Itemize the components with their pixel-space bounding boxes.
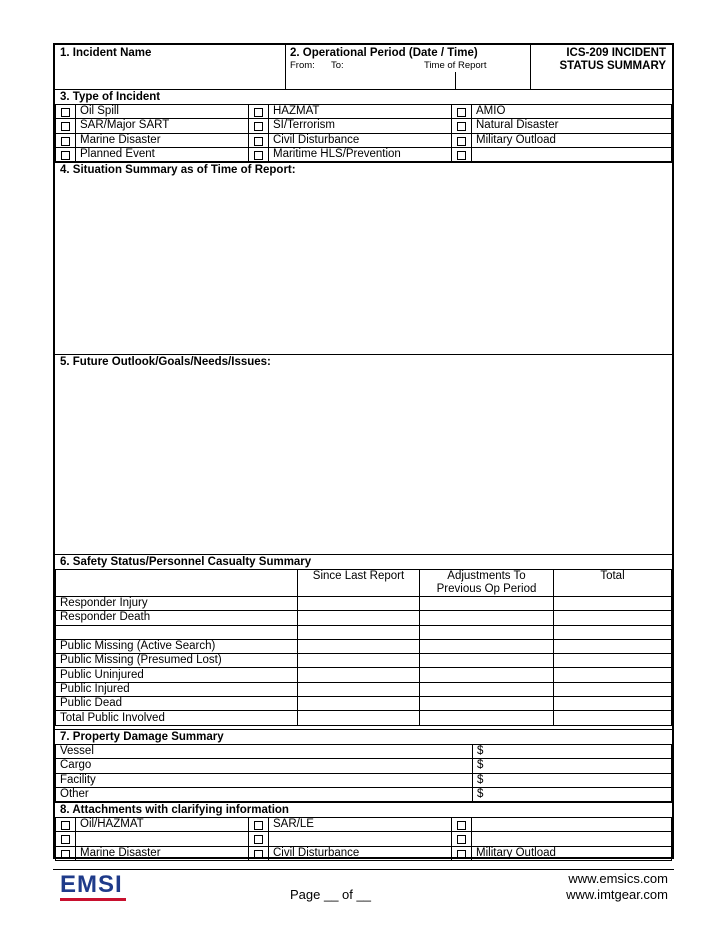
attachment-row <box>56 832 672 846</box>
url-imtgear[interactable]: www.imtgear.com <box>566 887 668 902</box>
checkbox-cell <box>56 818 76 832</box>
time-divider <box>455 72 456 89</box>
incident-type-label: Civil Disturbance <box>269 133 452 147</box>
checkbox-cell <box>452 147 472 161</box>
total-cell[interactable] <box>554 625 672 639</box>
footer-rule <box>53 869 674 870</box>
emsi-logo <box>60 873 126 901</box>
situation-summary-label: 4. Situation Summary as of Time of Report: <box>60 164 296 176</box>
checkbox-cell <box>56 846 76 860</box>
col-adjustments-line2: Previous Op Period <box>436 583 537 595</box>
property-amount-cell[interactable]: $ <box>473 759 672 773</box>
incident-type-checkbox[interactable] <box>457 137 466 146</box>
attachment-label <box>472 818 672 832</box>
future-outlook-section[interactable] <box>55 354 672 554</box>
attachment-label: Marine Disaster <box>76 846 249 860</box>
property-row-label: Other <box>56 787 473 801</box>
attachment-label: Civil Disturbance <box>269 846 452 860</box>
attachments-table <box>55 817 672 861</box>
since-last-report-cell[interactable] <box>298 597 420 611</box>
type-of-incident-section <box>55 89 672 162</box>
total-cell[interactable] <box>554 711 672 725</box>
since-last-report-cell[interactable] <box>298 682 420 696</box>
incident-type-checkbox[interactable] <box>61 122 70 131</box>
attachments-label: 8. Attachments with clarifying information <box>60 804 289 816</box>
attachment-label <box>472 832 672 846</box>
safety-header-row <box>56 570 672 597</box>
form-title-line1: ICS-209 INCIDENT <box>566 47 666 59</box>
time-of-report-label: Time of Report <box>424 60 487 71</box>
checkbox-cell <box>249 119 269 133</box>
to-label: To: <box>331 60 344 71</box>
property-row-label: Vessel <box>56 745 473 759</box>
adjustments-cell[interactable] <box>420 711 554 725</box>
incident-type-checkbox[interactable] <box>457 122 466 131</box>
safety-row-label: Responder Injury <box>56 597 298 611</box>
checkbox-cell <box>56 133 76 147</box>
footer-urls <box>566 871 668 903</box>
incident-type-checkbox[interactable] <box>254 137 263 146</box>
incident-type-label: HAZMAT <box>269 105 452 119</box>
attachment-label: Military Outload <box>472 846 672 860</box>
emsi-logo-text: EMSI <box>60 871 123 898</box>
safety-row <box>56 625 672 639</box>
safety-row <box>56 597 672 611</box>
col-since-last-report: Since Last Report <box>298 570 420 597</box>
property-row <box>56 773 672 787</box>
property-amount-cell[interactable]: $ <box>473 745 672 759</box>
checkbox-cell <box>452 133 472 147</box>
property-row-label: Cargo <box>56 759 473 773</box>
safety-row <box>56 697 672 711</box>
type-of-incident-label: 3. Type of Incident <box>60 91 161 103</box>
incident-name-field[interactable] <box>55 45 286 89</box>
incident-type-label: Natural Disaster <box>472 119 672 133</box>
attachment-checkbox[interactable] <box>457 835 466 844</box>
checkbox-cell <box>452 105 472 119</box>
since-last-report-cell[interactable] <box>298 625 420 639</box>
total-cell[interactable] <box>554 697 672 711</box>
attachments-section <box>55 802 672 859</box>
incident-type-label: Military Outload <box>472 133 672 147</box>
incident-type-label: Oil Spill <box>76 105 249 119</box>
safety-row <box>56 711 672 725</box>
since-last-report-cell[interactable] <box>298 611 420 625</box>
checkbox-cell <box>56 119 76 133</box>
total-cell[interactable] <box>554 611 672 625</box>
checkbox-cell <box>452 846 472 860</box>
checkbox-cell <box>452 818 472 832</box>
property-damage-section <box>55 729 672 802</box>
attachment-label <box>269 832 452 846</box>
property-amount-cell[interactable]: $ <box>473 773 672 787</box>
emsi-logo-underline <box>60 898 126 901</box>
header-section <box>55 45 672 89</box>
checkbox-cell <box>249 133 269 147</box>
total-cell[interactable] <box>554 682 672 696</box>
col-adjustments <box>420 570 554 597</box>
attachment-checkbox[interactable] <box>61 821 70 830</box>
incident-type-row <box>56 133 672 147</box>
incident-type-label: Planned Event <box>76 147 249 161</box>
safety-row-label <box>56 625 298 639</box>
incident-type-checkbox[interactable] <box>61 137 70 146</box>
safety-row-label: Public Missing (Presumed Lost) <box>56 654 298 668</box>
attachment-row <box>56 818 672 832</box>
form-title-line2: STATUS SUMMARY <box>559 60 666 72</box>
checkbox-cell <box>249 846 269 860</box>
attachment-checkbox[interactable] <box>457 821 466 830</box>
adjustments-cell[interactable] <box>420 654 554 668</box>
adjustments-cell[interactable] <box>420 682 554 696</box>
checkbox-cell <box>56 832 76 846</box>
incident-name-label: 1. Incident Name <box>60 47 152 59</box>
safety-row-label: Public Missing (Active Search) <box>56 639 298 653</box>
ics-209-form <box>53 43 674 859</box>
property-damage-label: 7. Property Damage Summary <box>60 731 224 743</box>
incident-type-checkbox[interactable] <box>457 108 466 117</box>
since-last-report-cell[interactable] <box>298 639 420 653</box>
incident-type-checkbox[interactable] <box>457 151 466 160</box>
checkbox-cell <box>249 832 269 846</box>
incident-type-row <box>56 119 672 133</box>
safety-row-label: Public Uninjured <box>56 668 298 682</box>
safety-row <box>56 682 672 696</box>
adjustments-cell[interactable] <box>420 668 554 682</box>
safety-status-table <box>55 569 672 726</box>
total-cell[interactable] <box>554 597 672 611</box>
safety-row <box>56 639 672 653</box>
safety-row-label: Public Injured <box>56 682 298 696</box>
attachment-checkbox[interactable] <box>254 821 263 830</box>
incident-type-label <box>472 147 672 161</box>
since-last-report-cell[interactable] <box>298 654 420 668</box>
operational-period-field[interactable] <box>285 45 531 89</box>
incident-type-checkbox[interactable] <box>61 151 70 160</box>
form-title <box>530 45 672 89</box>
col-adjustments-line1: Adjustments To <box>447 570 526 582</box>
incident-type-row <box>56 147 672 161</box>
op-period-label: 2. Operational Period (Date / Time) <box>290 47 478 59</box>
incident-type-label: Maritime HLS/Prevention <box>269 147 452 161</box>
attachment-label: SAR/LE <box>269 818 452 832</box>
attachment-checkbox[interactable] <box>254 850 263 859</box>
safety-status-label: 6. Safety Status/Personnel Casualty Summary <box>60 556 312 568</box>
checkbox-cell <box>249 818 269 832</box>
property-row-label: Facility <box>56 773 473 787</box>
attachment-checkbox[interactable] <box>61 850 70 859</box>
col-total: Total <box>554 570 672 597</box>
type-of-incident-table <box>55 104 672 162</box>
checkbox-cell <box>452 832 472 846</box>
since-last-report-cell[interactable] <box>298 668 420 682</box>
safety-row <box>56 654 672 668</box>
property-damage-table <box>55 744 672 802</box>
attachment-label <box>76 832 249 846</box>
property-row <box>56 787 672 801</box>
adjustments-cell[interactable] <box>420 625 554 639</box>
attachment-checkbox[interactable] <box>61 835 70 844</box>
total-cell[interactable] <box>554 639 672 653</box>
attachment-checkbox[interactable] <box>254 835 263 844</box>
total-cell[interactable] <box>554 654 672 668</box>
safety-row-label: Total Public Involved <box>56 711 298 725</box>
property-row <box>56 745 672 759</box>
safety-row <box>56 668 672 682</box>
safety-row-label: Public Dead <box>56 697 298 711</box>
checkbox-cell <box>249 147 269 161</box>
attachment-checkbox[interactable] <box>457 850 466 859</box>
attachment-row <box>56 846 672 860</box>
checkbox-cell <box>56 147 76 161</box>
property-row <box>56 759 672 773</box>
incident-type-label: Marine Disaster <box>76 133 249 147</box>
page-number: Page __ of __ <box>290 887 371 902</box>
incident-type-label: SAR/Major SART <box>76 119 249 133</box>
checkbox-cell <box>56 105 76 119</box>
safety-row <box>56 611 672 625</box>
incident-type-checkbox[interactable] <box>61 108 70 117</box>
safety-status-section <box>55 554 672 729</box>
checkbox-cell <box>249 105 269 119</box>
url-emsics[interactable]: www.emsics.com <box>568 871 668 886</box>
total-cell[interactable] <box>554 668 672 682</box>
adjustments-cell[interactable] <box>420 611 554 625</box>
checkbox-cell <box>452 119 472 133</box>
safety-row-label: Responder Death <box>56 611 298 625</box>
incident-type-checkbox[interactable] <box>254 151 263 160</box>
adjustments-cell[interactable] <box>420 597 554 611</box>
incident-type-checkbox[interactable] <box>254 108 263 117</box>
situation-summary-section[interactable] <box>55 162 672 354</box>
adjustments-cell[interactable] <box>420 697 554 711</box>
since-last-report-cell[interactable] <box>298 697 420 711</box>
incident-type-label: SI/Terrorism <box>269 119 452 133</box>
incident-type-checkbox[interactable] <box>254 122 263 131</box>
since-last-report-cell[interactable] <box>298 711 420 725</box>
from-label: From: <box>290 60 315 71</box>
attachment-label: Oil/HAZMAT <box>76 818 249 832</box>
incident-type-label: AMIO <box>472 105 672 119</box>
incident-type-row <box>56 105 672 119</box>
property-amount-cell[interactable]: $ <box>473 787 672 801</box>
future-outlook-label: 5. Future Outlook/Goals/Needs/Issues: <box>60 356 271 368</box>
adjustments-cell[interactable] <box>420 639 554 653</box>
